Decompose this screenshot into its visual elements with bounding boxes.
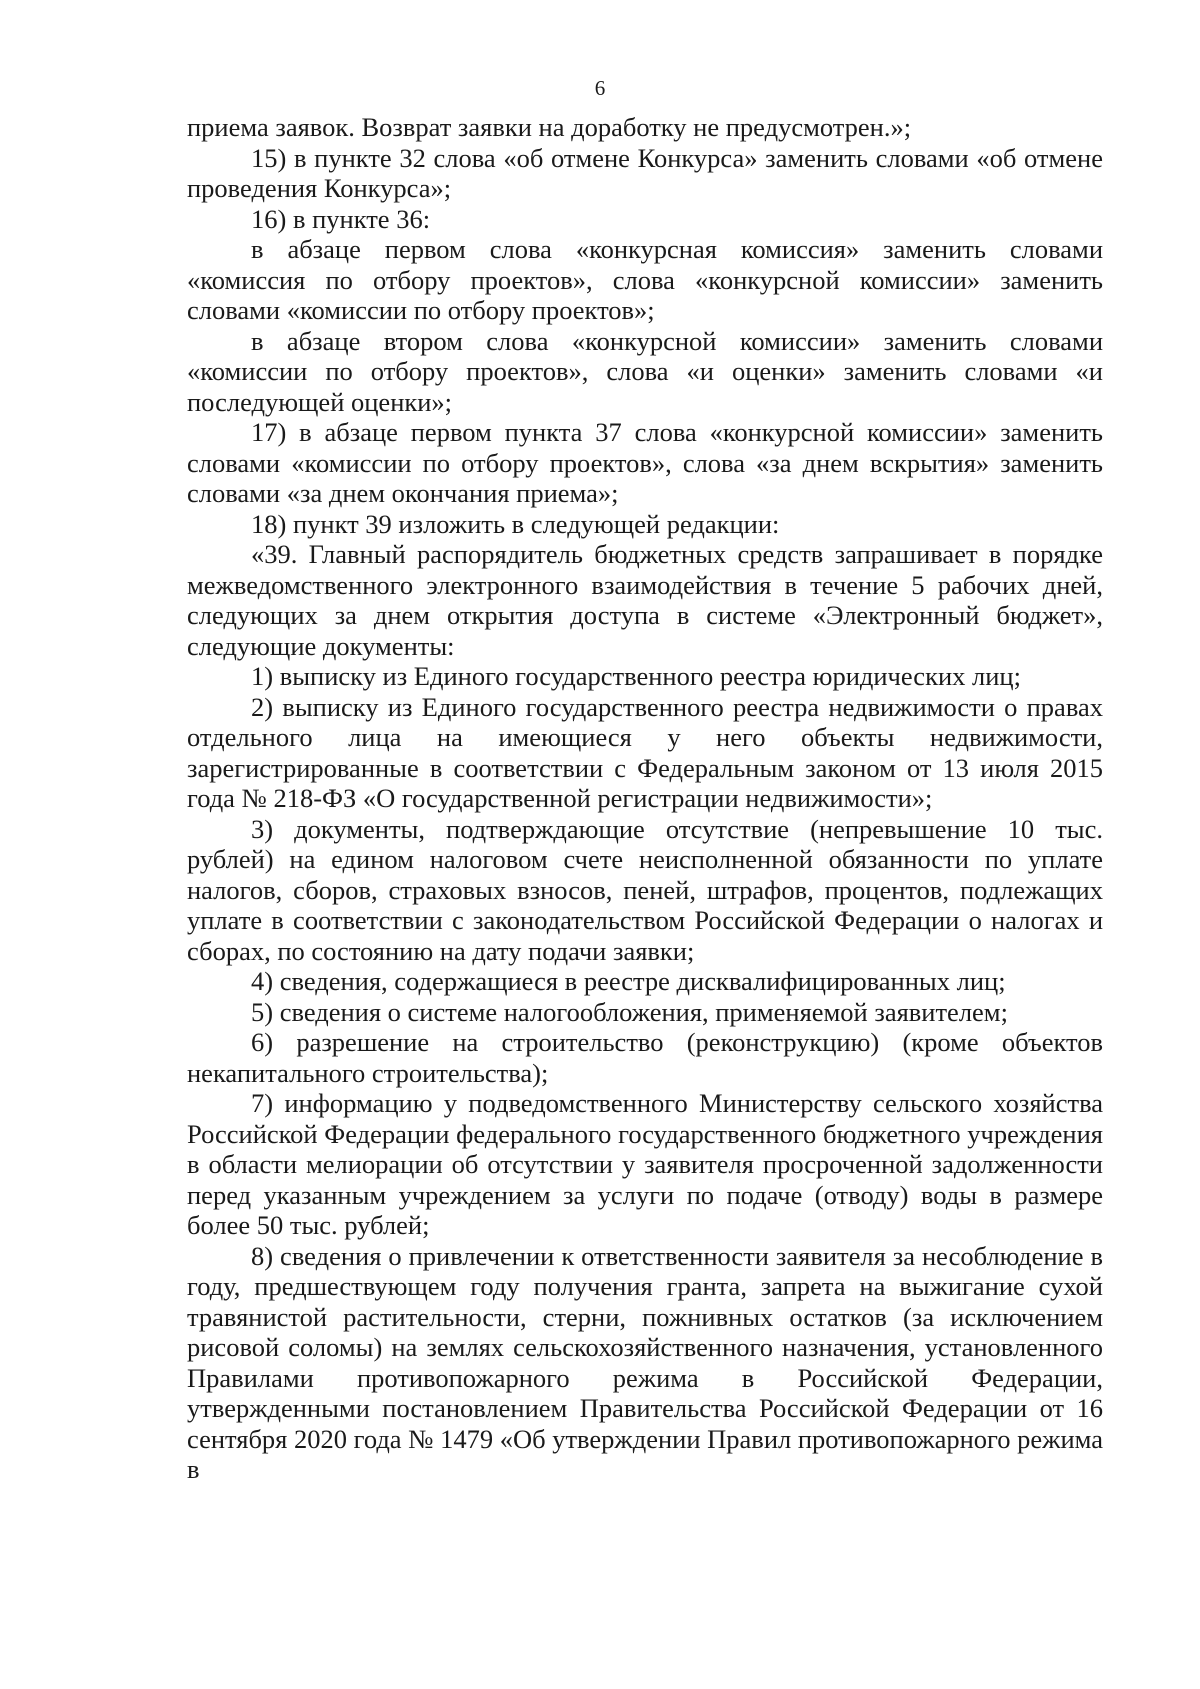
paragraph-item-16-abz-1: в абзаце первом слова «конкурсная комиссия» заменить словами «комиссия по отбору проектов», слова «конкурсной комиссии» заменить словами «комиссии по отбору проектов»;: [187, 234, 1103, 325]
list-item-3: 3) документы, подтверждающие отсутствие (непревышение 10 тыс. рублей) на едином налоговом счете неисполненной обязанности по уплате налогов, сборов, страховых взносов, пеней, штрафов, процентов, подлежащих уплате в соответствии с законодательством Российской Федерации о налогах и сборах, по состоянию на дату подачи заявки;: [187, 813, 1103, 966]
list-item-1: 1) выписку из Единого государственного реестра юридических лиц;: [251, 661, 1021, 691]
paragraph-item-16: 16) в пункте 36:: [251, 203, 431, 234]
document-body: [187, 112, 1103, 1485]
paragraph-item-16-abz-2: в абзаце втором слова «конкурсной комиссии» заменить словами «комиссии по отбору проектов», слова «и оценки» заменить словами «и последующей оценки»;: [187, 325, 1103, 417]
paragraph-item-18: 18) пункт 39 изложить в следующей редакции:: [251, 508, 780, 539]
list-item-5: 5) сведения о системе налогообложения, применяемой заявителем;: [251, 996, 1008, 1027]
paragraph-item-17: 17) в абзаце первом пункта 37 слова «конкурсной комиссии» заменить словами «комиссии по отбору проектов», слова «за днем вскрытия» заменить словами «за днем окончания приема»;: [187, 417, 1103, 508]
list-item-6: 6) разрешение на строительство (реконструкцию) (кроме объектов некапитального строительства);: [187, 1027, 1103, 1088]
page-number: 6: [594, 76, 606, 100]
list-item-8: 8) сведения о привлечении к ответственности заявителя за несоблюдение в году, предшествующем году получения гранта, запрета на выжигание сухой травянистой растительности, стерни, пожнивных остатков (за исключением рисовой соломы) на землях сельскохозяйственного назначения, установленного Правилами противопожарного режима в Российской Федерации, утвержденными постановлением Правительства Российской Федерации от 16 сентября 2020 года № 1479 «Об утверждении Правил противопожарного режима в: [187, 1240, 1103, 1484]
paragraph-item-15: 15) в пункте 32 слова «об отмене Конкурса» заменить словами «об отмене проведения Конкурса»;: [187, 142, 1103, 203]
paragraph-clause-39: «39. Главный распорядитель бюджетных средств запрашивает в порядке межведомственного электронного взаимодействия в течение 5 рабочих дней, следующих за днем открытия доступа в системе «Электронный бюджет», следующие документы:: [187, 539, 1103, 661]
list-item-2: 2) выписку из Единого государственного реестра недвижимости о правах отдельного лица на имеющиеся у него объекты недвижимости, зарегистрированные в соответствии с Федеральным законом от 13 июля 2015 года № 218-ФЗ «О государственной регистрации недвижимости»;: [187, 691, 1103, 813]
list-item-7: 7) информацию у подведомственного Министерству сельского хозяйства Российской Федерации федерального государственного бюджетного учреждения в области мелиорации об отсутствии у заявителя просроченной задолженности перед указанным учреждением за услуги по подаче (отводу) воды в размере более 50 тыс. рублей;: [187, 1088, 1103, 1240]
paragraph-continuation: приема заявок. Возврат заявки на доработку не предусмотрен.»;: [187, 112, 912, 142]
list-item-4: 4) сведения, содержащиеся в реестре дисквалифицированных лиц;: [251, 966, 1006, 996]
